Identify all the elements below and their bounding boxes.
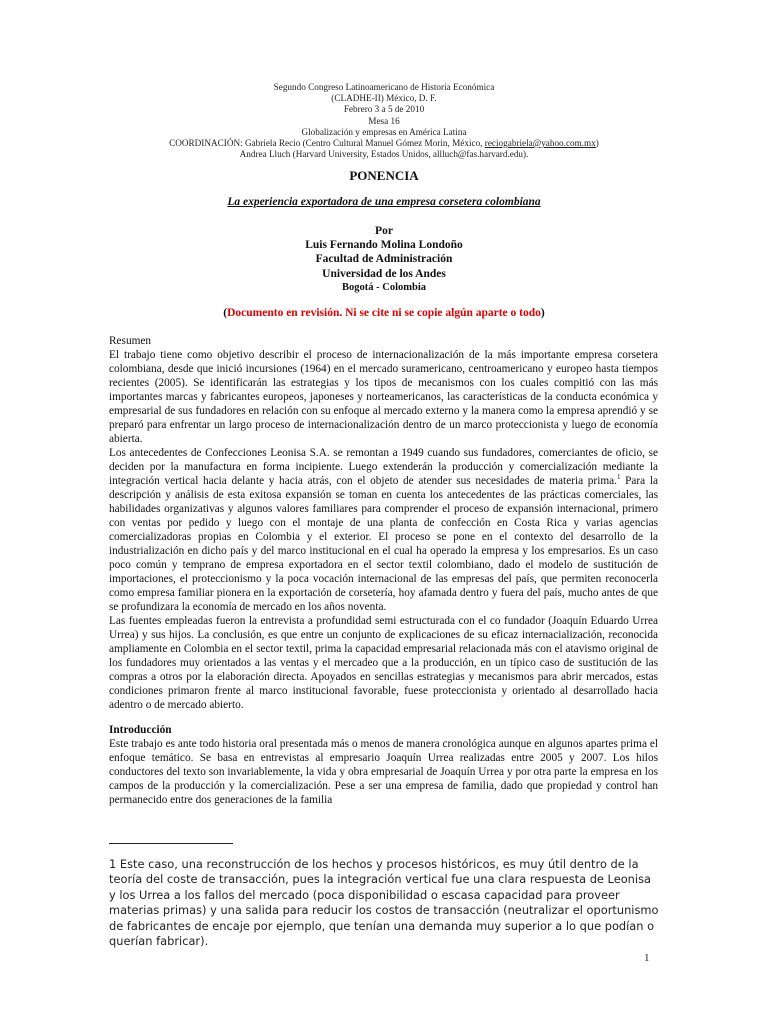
page-number: 1 bbox=[644, 952, 650, 964]
conference-session-topic: Globalización y empresas en América Latina bbox=[301, 126, 467, 137]
coordinator-email-link[interactable]: reciogabriela@yahoo.com.mx bbox=[484, 138, 596, 149]
footnote-reference[interactable]: 1 bbox=[616, 473, 621, 482]
conference-acronym-location: (CLADHE-II) México, D. F. bbox=[331, 93, 437, 104]
author-faculty: Facultad de Administración bbox=[315, 253, 453, 266]
conference-name: Segundo Congreso Latinoamericano de Historia Económica bbox=[273, 82, 495, 92]
conference-co-coordinator: Andrea Lluch (Harvard University, Estados Unidos, allluch@fas.harvard.edu). bbox=[239, 149, 529, 160]
notice-open-paren: ( bbox=[223, 307, 228, 319]
introduction-paragraph-1: Este trabajo es ante todo historia oral presentada más o menos de manera cronológica aunque en algunos apartes prima el enfoque temático. Se basa en entrevistas al empresario Joaquín Urrea realizadas entre 2005 y 2007. Los hilos conductores del texto son invariablemente, la vida y obra empresarial de Joaquín Urrea y por otra parte la empresa en los campos de la producción y la comercialización. Pese a ser una empresa de familia, dado que propiedad y control han permanecido entre dos generaciones de la familia bbox=[109, 738, 658, 806]
abstract-paragraph-1: El trabajo tiene como objetivo describir el proceso de internacionalización de la más importante empresa corsetera colombiana, desde que inició incursiones (1964) en el mercado suramericano, centroamericano y europeo hasta tiempos recientes (2005). Se identificarán las estrategias y los tipos de mecanismos con los cuales compitió con las más importantes marcas y fabricantes europeos, japoneses y norteamericanos, las características de la conducta económica y empresarial de sus fundadores en relación con su enfoque al mercado externo y la manera como la empresa aprendió y se preparó para enfrentar un largo proceso de internacionalización dentro de un marco proteccionista y luego de economía abierta. bbox=[109, 349, 658, 445]
abstract-paragraph-3: Las fuentes empleadas fueron la entrevista a profundidad semi estructurada con el co fundador (Joaquín Eduardo Urrea Urrea) y sus hijos. La conclusión, es que entre un conjunto de explicaciones de su eficaz internacialización, reconocida ampliamente en Colombia en el sector textil, prima la capacidad empresarial relacionada más con el atavismo original de los fundadores muy orientados a las ventas y el mercadeo que a la producción, en un típico caso de sustitución de las compras a otros por la elaboración directa. Apoyados en sencillas estrategias y mecanismos para abrir mercados, estas condiciones primaron frente al marco institucional favorable, fuese proteccionista y orientado al desarrollado hacia adentro o de mercado abierto. bbox=[109, 615, 658, 711]
paragraph-text: Los antecedentes de Confecciones Leonisa S.A. se remontan a 1949 cuando sus fundadores, comerciantes de oficio, se deciden por la manufactura en forma incipiente. Luego extenderán la producción y comercialización mediante la integración vertical hacia delante y hacia atrás, con el objeto de atender sus necesidades de materia prima. bbox=[109, 447, 658, 487]
author-by: Por bbox=[375, 225, 393, 237]
revision-notice bbox=[0, 307, 768, 319]
introduction-heading: Introducción bbox=[109, 724, 172, 736]
document-body bbox=[109, 334, 658, 807]
coordination-text: COORDINACIÓN: Gabriela Recio (Centro Cultural Manuel Gómez Morin, México, bbox=[169, 138, 485, 149]
paragraph-text: Para la descripción y análisis de esta exitosa expansión se toman en cuenta los antecedentes de las prácticas comerciales, las habilidades organizativas y algunos valores familiares para comprender el proceso de expansión internacional, primero con ventas por pedido y luego con el montaje de una planta de confección en Costa Rica y varias agencias comercializadoras propias en Colombia y el exterior. El proceso se pone en el contexto del desarrollo de la industrialización en dicho país y del marco institucional en el cual ha operado la empresa y los empresarios. Es un caso poco común y temprano de empresa exportadora en el sector textil colombiano, dado el modelo de sustitución de importaciones, el proteccionismo y la poca vocación internacional de las empresas del país, que permiten reconocerla como empresa familiar pionera en la exportación de corsetería, hoy afamada dentro y fuera del país, mucho antes de que se profundizara la economía de mercado en los años noventa. bbox=[109, 475, 659, 613]
author-block bbox=[0, 224, 768, 295]
conference-coordination bbox=[160, 138, 608, 149]
notice-text: Documento en revisión. Ni se cite ni se copie algún aparte o todo bbox=[227, 307, 541, 319]
footnote-separator bbox=[109, 843, 233, 844]
coordination-close: ) bbox=[595, 138, 599, 149]
conference-header bbox=[160, 82, 608, 160]
author-city: Bogotá - Colombia bbox=[342, 281, 426, 293]
notice-close-paren: ) bbox=[540, 307, 545, 319]
document-heading: PONENCIA bbox=[349, 168, 419, 183]
conference-session: Mesa 16 bbox=[368, 115, 400, 126]
author-name: Luis Fernando Molina Londoño bbox=[305, 239, 463, 252]
footnote-1: 1 Este caso, una reconstrucción de los hechos y procesos históricos, es muy útil dentro de la teoría del coste de transacción, pues la integración vertical fue una clara respuesta de Leonisa y los Urrea a los fallos del mercado (poca disponibilidad o escasa capacidad para proveer materias primas) y una salida para reducir los costos de transacción (neutralizar el oportunismo de fabricantes de encaje por ejemplo, que tenían una demanda muy superior a lo que podían o querían fabricar). bbox=[109, 857, 659, 949]
conference-dates: Febrero 3 a 5 de 2010 bbox=[343, 104, 425, 115]
paper-title: La experiencia exportadora de una empresa corsetera colombiana bbox=[227, 196, 541, 208]
author-university: Universidad de los Andes bbox=[322, 267, 446, 280]
abstract-paragraph-2 bbox=[109, 446, 658, 614]
abstract-heading: Resumen bbox=[109, 335, 152, 347]
